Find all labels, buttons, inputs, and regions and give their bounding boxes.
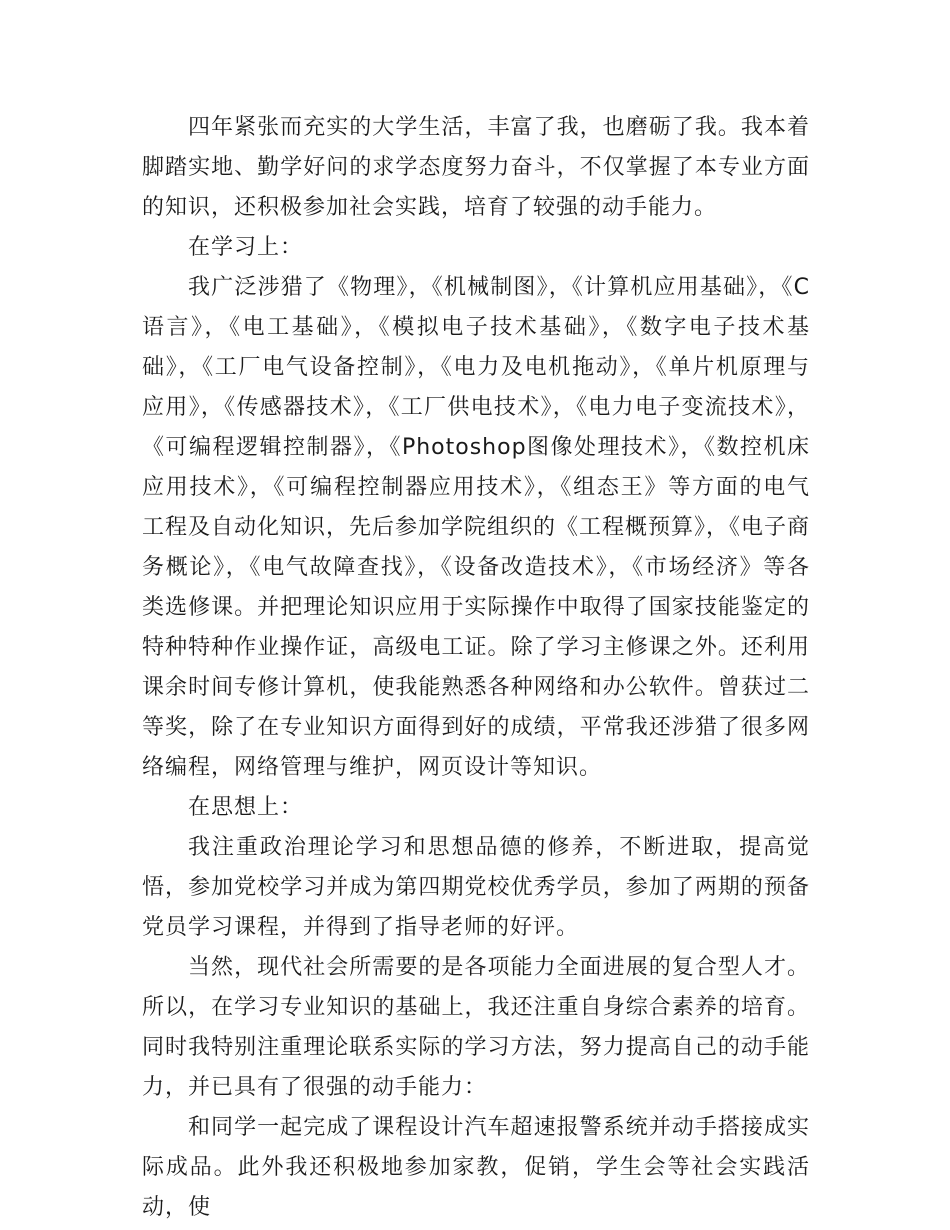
- paragraph-thought: 我注重政治理论学习和思想品德的修养，不断进取，提高觉悟，参加党校学习并成为第四期党校优秀学员，参加了两期的预备党员学习课程，并得到了指导老师的好评。: [142, 835, 810, 940]
- heading-thought: 在思想上：: [188, 795, 304, 820]
- paragraph-abilities: 当然，现代社会所需要的是各项能力全面进展的复合型人才。所以，在学习专业知识的基础上，我还注重自身综合素养的培育。同时我特别注重理论联系实际的学习方法，努力提高自己的动手能力，并已具有了很强的动手能力：: [142, 955, 810, 1100]
- paragraph-intro: 四年紧张而充实的大学生活，丰富了我，也磨砺了我。我本着脚踏实地、勤学好问的求学态度努力奋斗，不仅掌握了本专业方面的知识，还积极参加社会实践，培育了较强的动手能力。: [142, 115, 810, 220]
- document-body: [142, 108, 810, 1228]
- paragraph-courses: 我广泛涉猎了《物理》，《机械制图》，《计算机应用基础》，《C语言》，《电工基础》，《模拟电子技术基础》，《数字电子技术基础》，《工厂电气设备控制》，《电力及电机拖动》，《单片机原理与应用》，《传感器技术》，《工厂供电技术》，《电力电子变流技术》，《可编程逻辑控制器》，《Photoshop图像处理技术》，《数控机床应用技术》，《可编程控制器应用技术》，《组态王》等方面的电气工程及自动化知识，先后参加学院组织的《工程概预算》，《电子商务概论》，《电气故障查找》，《设备改造技术》，《市场经济》等各类选修课。并把理论知识应用于实际操作中取得了国家技能鉴定的特种特种作业操作证，高级电工证。除了学习主修课之外。还利用课余时间专修计算机，使我能熟悉各种网络和办公软件。曾获过二等奖，除了在专业知识方面得到好的成绩，平常我还涉猎了很多网络编程，网络管理与维护，网页设计等知识。: [142, 275, 811, 780]
- heading-study: 在学习上：: [188, 235, 304, 260]
- paragraph-practice: 和同学一起完成了课程设计汽车超速报警系统并动手搭接成实际成品。此外我还积极地参加家教，促销，学生会等社会实践活动，使: [142, 1115, 810, 1220]
